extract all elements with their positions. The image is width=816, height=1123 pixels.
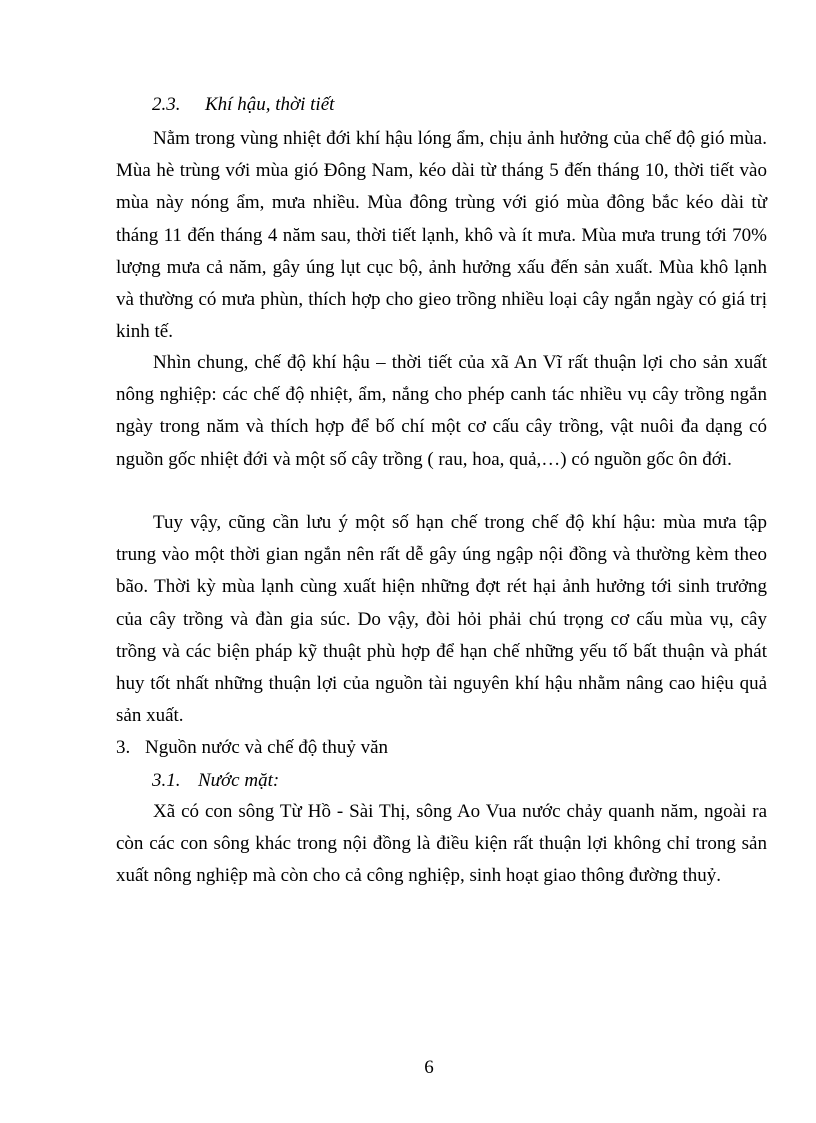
- section-heading-2-3: [152, 90, 334, 120]
- section-title: Khí hậu, thời tiết: [205, 94, 335, 115]
- paragraph-climate-overview: Nằm trong vùng nhiệt đới khí hậu lóng ẩm, chịu ảnh hưởng của chế độ gió mùa. Mùa hè trùng với mùa gió Đông Nam, kéo dài từ tháng 5 đến tháng 10, thời tiết vào mùa này nóng ẩm, mưa nhiều. Mùa đông trùng với gió mùa đông bắc kéo dài từ tháng 11 đến tháng 4 năm sau, thời tiết lạnh, khô và ít mưa. Mùa mưa trung tới 70% lượng mưa cả năm, gây úng lụt cục bộ, ảnh hưởng xấu đến sản xuất. Mùa khô lạnh và thường có mưa phùn, thích hợp cho gieo trồng nhiều loại cây ngắn ngày có giá trị kinh tế.: [116, 128, 767, 343]
- section-number: 3.1.: [152, 770, 181, 791]
- section-number: 2.3.: [152, 94, 181, 115]
- page-number: 6: [424, 1057, 434, 1078]
- section-title: Nguồn nước và chế độ thuỷ văn: [145, 737, 389, 758]
- paragraph-surface-water: Xã có con sông Từ Hồ - Sài Thị, sông Ao Vua nước chảy quanh năm, ngoài ra còn các con sông khác trong nội đồng là điều kiện rất thuận lợi không chỉ trong sản xuất nông nghiệp mà còn cho cả công nghiệp, sinh hoạt giao thông đường thuỷ.: [116, 801, 767, 887]
- section-heading-3: [116, 733, 388, 763]
- paragraph-climate-advantages: Nhìn chung, chế độ khí hậu – thời tiết của xã An Vĩ rất thuận lợi cho sản xuất nông nghiệp: các chế độ nhiệt, ẩm, nắng cho phép canh tác nhiều vụ cây trồng ngắn ngày trong năm và thích hợp để bố chí một cơ cấu cây trồng, vật nuôi đa dạng có nguồn gốc nhiệt đới và một số cây trồng ( rau, hoa, quả,…) có nguồn gốc ôn đới.: [116, 352, 767, 470]
- section-heading-3-1: [152, 766, 279, 796]
- section-number: 3.: [116, 737, 131, 758]
- paragraph-climate-limitations: Tuy vậy, cũng cần lưu ý một số hạn chế trong chế độ khí hậu: mùa mưa tập trung vào một thời gian ngắn nên rất dễ gây úng ngập nội đồng và thường kèm theo bão. Thời kỳ mùa lạnh cùng xuất hiện những đợt rét hại ảnh hưởng tới sinh trưởng của cây trồng và đàn gia súc. Do vậy, đòi hỏi phải chú trọng cơ cấu mùa vụ, cây trồng và các biện pháp kỹ thuật phù hợp để hạn chế những yếu tố bất thuận và phát huy tốt nhất những thuận lợi của nguồn tài nguyên khí hậu nhằm nâng cao hiệu quả sản xuất.: [116, 512, 767, 727]
- section-title: Nước mặt:: [198, 770, 280, 791]
